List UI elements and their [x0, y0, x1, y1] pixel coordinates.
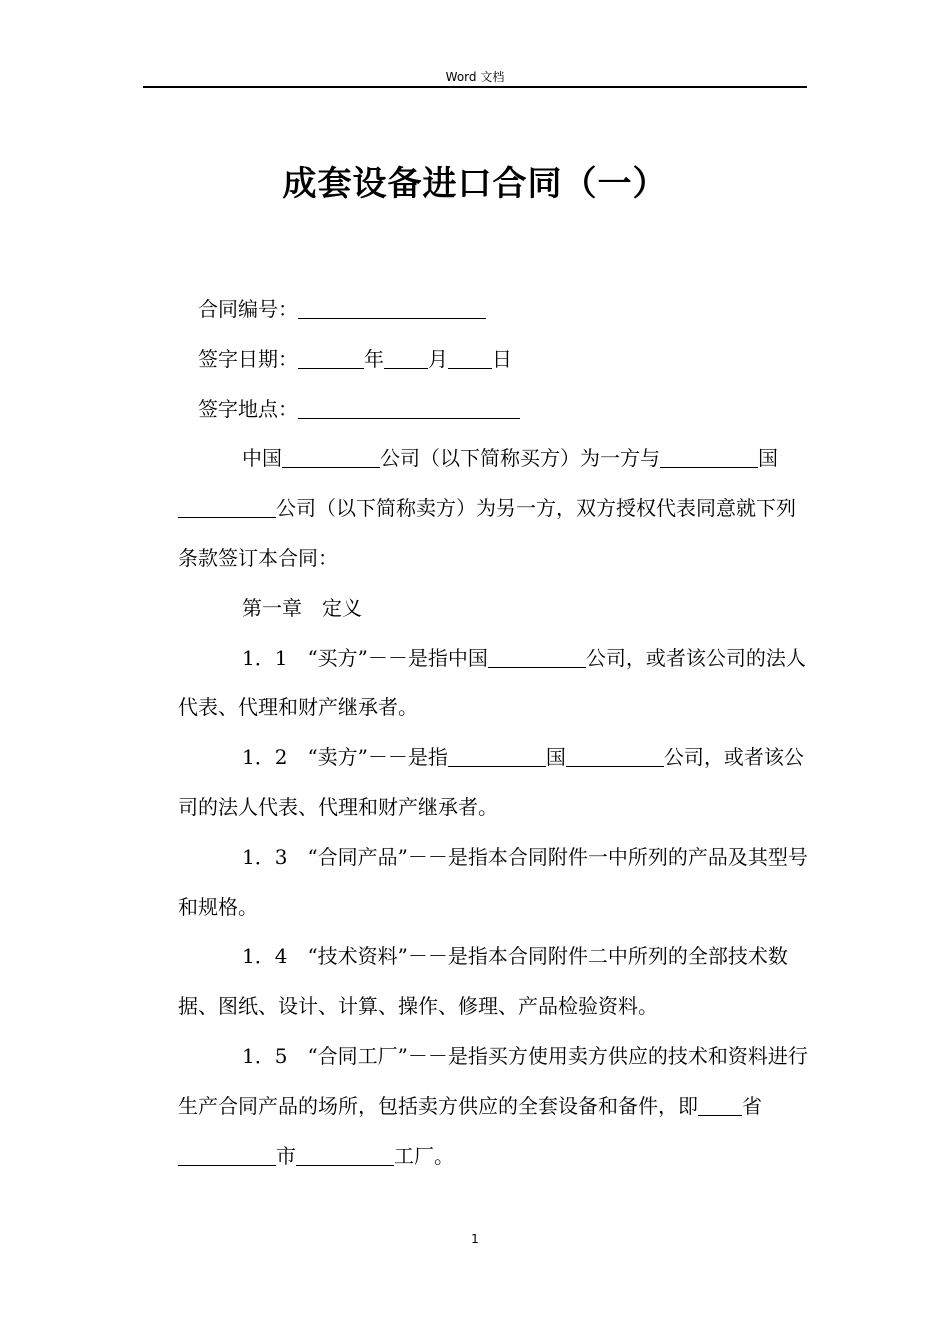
sign-date-label: 签字日期：	[198, 346, 298, 371]
clause-text: 1．2 “卖方”－－是指	[242, 745, 448, 770]
clause-1-4: 1．4 “技术资料”－－是指本合同附件二中所列的全部技术数据、图纸、设计、计算、操作、修理、产品检验资料。	[178, 944, 788, 1019]
seller-company-blank[interactable]	[178, 497, 276, 518]
intro-text: 公司（以下简称卖方）为另一方，双方授权代表同意就下列条款签订本合同：	[178, 496, 796, 570]
clause-1-3: 1．3 “合同产品”－－是指本合同附件一中所列的产品及其型号和规格。	[178, 844, 808, 919]
buyer-company-blank[interactable]	[488, 647, 586, 668]
sign-place-line	[178, 385, 814, 435]
page-header: Word 文档	[445, 70, 505, 84]
clause-text: 国	[545, 745, 566, 770]
city-blank[interactable]	[178, 1145, 276, 1166]
intro-text: 国	[758, 446, 778, 471]
clause-text: 1．5 “合同工厂”－－是指买方使用卖方供应的技术和资料进行生产合同产品的场所，包括卖方供应的全套设备和备件，即	[178, 1043, 808, 1118]
clause-text: 1．1 “买方”－－是指中国	[242, 645, 488, 670]
chapter-heading: 第一章 定义	[242, 595, 362, 620]
sign-place-blank[interactable]	[298, 398, 520, 419]
buyer-company-blank[interactable]	[282, 447, 380, 468]
year-blank[interactable]	[298, 348, 364, 369]
clause-1-1	[178, 634, 814, 734]
contract-number-line	[178, 285, 814, 335]
header-rule	[143, 86, 807, 88]
month-label: 月	[428, 346, 448, 371]
document-body	[178, 285, 814, 1181]
seller-company-blank[interactable]	[566, 746, 664, 767]
seller-country-blank[interactable]	[448, 746, 546, 767]
clause-text: 省	[742, 1093, 762, 1118]
day-blank[interactable]	[448, 348, 492, 369]
sign-place-label: 签字地点：	[198, 396, 298, 421]
clause-text: 公司，或者该公司的法人代表、代理和财产继承者。	[178, 745, 804, 819]
day-label: 日	[492, 346, 512, 371]
factory-blank[interactable]	[296, 1145, 394, 1166]
month-blank[interactable]	[384, 348, 428, 369]
document-title: 成套设备进口合同（一）	[282, 164, 668, 204]
clause-text: 市	[276, 1143, 296, 1168]
clause-1-2	[178, 733, 814, 833]
intro-text: 中国	[242, 446, 282, 471]
intro-paragraph	[178, 434, 814, 583]
province-blank[interactable]	[698, 1095, 742, 1116]
clause-text: 公司，或者该公司的法人代表、代理和财产继承者。	[178, 645, 806, 720]
sign-date-line	[178, 335, 814, 385]
contract-number-blank[interactable]	[298, 298, 486, 319]
contract-number-label: 合同编号：	[198, 297, 298, 321]
clause-1-5	[178, 1032, 814, 1181]
clause-text: 工厂。	[394, 1143, 454, 1168]
intro-text: 公司（以下简称买方）为一方与	[380, 446, 660, 471]
seller-country-blank[interactable]	[660, 447, 758, 468]
year-label: 年	[364, 346, 384, 371]
page-number: 1	[471, 1232, 479, 1246]
